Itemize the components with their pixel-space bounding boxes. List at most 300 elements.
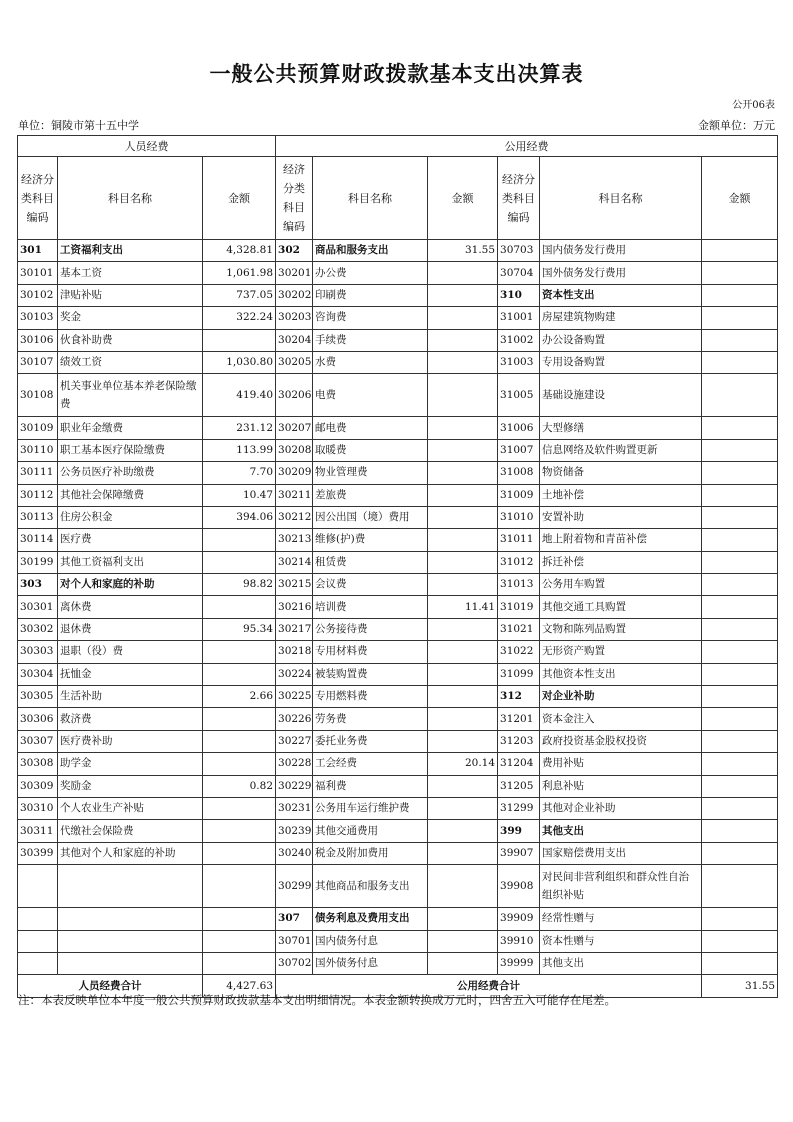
item-amount xyxy=(702,596,778,618)
item-amount xyxy=(702,307,778,329)
item-code: 39908 xyxy=(498,865,540,908)
item-amount xyxy=(428,618,498,640)
item-name: 印刷费 xyxy=(313,284,428,306)
reporting-unit: 单位：铜陵市第十五中学 xyxy=(18,119,139,132)
name-header: 科目名称 xyxy=(540,157,702,240)
footnote: 注：本表反映单位本年度一般公共预算财政拨款基本支出明细情况。本表金额转换成万元时，四舍五入可能存在尾差。 xyxy=(18,993,616,1007)
item-amount xyxy=(702,506,778,528)
item-code: 303 xyxy=(18,574,58,596)
item-amount xyxy=(702,753,778,775)
item-name: 地上附着物和青苗补偿 xyxy=(540,529,702,551)
amount-header: 金额 xyxy=(702,157,778,240)
item-name: 退休费 xyxy=(58,618,203,640)
item-code: 31001 xyxy=(498,307,540,329)
item-amount xyxy=(428,506,498,528)
item-name: 国外债务付息 xyxy=(313,952,428,974)
column-header-row xyxy=(18,157,778,240)
item-amount: 2.66 xyxy=(203,686,276,708)
item-name: 福利费 xyxy=(313,775,428,797)
item-name: 其他工资福利支出 xyxy=(58,551,203,573)
item-code: 30204 xyxy=(276,329,313,351)
item-code: 30399 xyxy=(18,842,58,864)
item-name: 医疗费补助 xyxy=(58,730,203,752)
item-code: 30239 xyxy=(276,820,313,842)
item-code: 39999 xyxy=(498,952,540,974)
item-name: 公务用车运行维护费 xyxy=(313,797,428,819)
item-name: 资本金注入 xyxy=(540,708,702,730)
item-name: 工会经费 xyxy=(313,753,428,775)
item-name: 办公设备购置 xyxy=(540,329,702,351)
expenditure-table xyxy=(17,135,778,998)
item-amount xyxy=(428,908,498,930)
item-code: 30109 xyxy=(18,417,58,439)
item-amount xyxy=(702,641,778,663)
item-name: 会议费 xyxy=(313,574,428,596)
item-code: 31002 xyxy=(498,329,540,351)
item-amount xyxy=(702,262,778,284)
item-code: 30227 xyxy=(276,730,313,752)
item-amount xyxy=(203,708,276,730)
item-amount: 394.06 xyxy=(203,506,276,528)
item-code: 30203 xyxy=(276,307,313,329)
item-amount xyxy=(428,641,498,663)
item-amount xyxy=(428,708,498,730)
item-code: 30216 xyxy=(276,596,313,618)
item-amount xyxy=(702,484,778,506)
item-code: 30101 xyxy=(18,262,58,284)
table-row xyxy=(18,417,778,439)
item-name: 文物和陈列品购置 xyxy=(540,618,702,640)
table-row xyxy=(18,908,778,930)
item-code: 30208 xyxy=(276,439,313,461)
item-name: 其他交通费用 xyxy=(313,820,428,842)
item-code: 30103 xyxy=(18,307,58,329)
item-name: 公务用车购置 xyxy=(540,574,702,596)
item-name: 离休费 xyxy=(58,596,203,618)
item-amount xyxy=(702,775,778,797)
item-code xyxy=(18,908,58,930)
item-name: 其他资本性支出 xyxy=(540,663,702,685)
item-amount xyxy=(203,596,276,618)
item-amount xyxy=(702,417,778,439)
item-name: 政府投资基金股权投资 xyxy=(540,730,702,752)
item-name: 职工基本医疗保险缴费 xyxy=(58,439,203,461)
item-name xyxy=(58,952,203,974)
table-row xyxy=(18,484,778,506)
item-code: 31019 xyxy=(498,596,540,618)
item-name: 个人农业生产补贴 xyxy=(58,797,203,819)
item-name xyxy=(58,865,203,908)
item-code: 30309 xyxy=(18,775,58,797)
item-name: 伙食补助费 xyxy=(58,329,203,351)
item-name: 助学金 xyxy=(58,753,203,775)
item-amount xyxy=(203,842,276,864)
personnel-total-value: 4,427.63 xyxy=(203,975,276,997)
form-number: 公开06表 xyxy=(732,100,775,111)
item-code: 30111 xyxy=(18,462,58,484)
item-amount xyxy=(702,462,778,484)
item-code: 30701 xyxy=(276,930,313,952)
item-name: 公务接待费 xyxy=(313,618,428,640)
table-row xyxy=(18,574,778,596)
item-name: 代缴社会保险费 xyxy=(58,820,203,842)
item-name: 对民间非营利组织和群众性自治组织补贴 xyxy=(540,865,702,908)
personnel-header: 人员经费 xyxy=(18,136,276,157)
item-name: 物资储备 xyxy=(540,462,702,484)
item-code: 39909 xyxy=(498,908,540,930)
table-row xyxy=(18,797,778,819)
item-code: 30225 xyxy=(276,686,313,708)
item-code: 30305 xyxy=(18,686,58,708)
item-code: 302 xyxy=(276,240,313,262)
table-row xyxy=(18,284,778,306)
item-name: 国内债务付息 xyxy=(313,930,428,952)
code-header: 经济分类科目编码 xyxy=(276,157,313,240)
item-name: 办公费 xyxy=(313,262,428,284)
item-amount xyxy=(428,439,498,461)
item-name: 国内债务发行费用 xyxy=(540,240,702,262)
item-code: 30217 xyxy=(276,618,313,640)
item-code: 31203 xyxy=(498,730,540,752)
item-name: 差旅费 xyxy=(313,484,428,506)
item-name: 工资福利支出 xyxy=(58,240,203,262)
item-code: 30108 xyxy=(18,374,58,417)
item-amount xyxy=(702,374,778,417)
item-code: 30228 xyxy=(276,753,313,775)
item-amount: 10.47 xyxy=(203,484,276,506)
item-code: 31009 xyxy=(498,484,540,506)
item-amount xyxy=(702,686,778,708)
item-amount xyxy=(428,952,498,974)
item-amount xyxy=(702,952,778,974)
item-code: 30112 xyxy=(18,484,58,506)
item-code: 30215 xyxy=(276,574,313,596)
item-name: 拆迁补偿 xyxy=(540,551,702,573)
item-code: 30218 xyxy=(276,641,313,663)
item-name: 国家赔偿费用支出 xyxy=(540,842,702,864)
item-name: 税金及附加费用 xyxy=(313,842,428,864)
item-name: 商品和服务支出 xyxy=(313,240,428,262)
table-row xyxy=(18,930,778,952)
item-code: 30229 xyxy=(276,775,313,797)
item-code: 30224 xyxy=(276,663,313,685)
item-amount xyxy=(203,797,276,819)
item-amount xyxy=(428,284,498,306)
item-amount xyxy=(702,574,778,596)
table-row xyxy=(18,952,778,974)
item-code: 30310 xyxy=(18,797,58,819)
item-code: 312 xyxy=(498,686,540,708)
item-code: 30205 xyxy=(276,351,313,373)
item-amount xyxy=(428,842,498,864)
item-code: 30206 xyxy=(276,374,313,417)
item-code: 399 xyxy=(498,820,540,842)
table-row xyxy=(18,820,778,842)
item-amount xyxy=(203,329,276,351)
item-amount: 419.40 xyxy=(203,374,276,417)
item-amount: 231.12 xyxy=(203,417,276,439)
item-amount xyxy=(203,930,276,952)
item-name: 劳务费 xyxy=(313,708,428,730)
item-name: 无形资产购置 xyxy=(540,641,702,663)
item-name: 对企业补助 xyxy=(540,686,702,708)
item-name: 租赁费 xyxy=(313,551,428,573)
item-code: 31012 xyxy=(498,551,540,573)
item-amount: 7.70 xyxy=(203,462,276,484)
item-amount xyxy=(428,351,498,373)
item-amount xyxy=(203,865,276,908)
item-amount xyxy=(702,329,778,351)
item-amount xyxy=(203,641,276,663)
item-code: 30703 xyxy=(498,240,540,262)
item-amount xyxy=(428,865,498,908)
item-amount xyxy=(428,775,498,797)
item-code: 30304 xyxy=(18,663,58,685)
item-code: 39910 xyxy=(498,930,540,952)
item-code: 30299 xyxy=(276,865,313,908)
item-name: 专用材料费 xyxy=(313,641,428,663)
item-code xyxy=(18,952,58,974)
item-code: 30201 xyxy=(276,262,313,284)
item-amount xyxy=(702,865,778,908)
name-header: 科目名称 xyxy=(313,157,428,240)
item-name: 资本性支出 xyxy=(540,284,702,306)
item-code: 30199 xyxy=(18,551,58,573)
item-code: 30102 xyxy=(18,284,58,306)
table-row xyxy=(18,529,778,551)
item-amount xyxy=(428,663,498,685)
item-code: 30107 xyxy=(18,351,58,373)
item-amount xyxy=(702,284,778,306)
item-name: 资本性赠与 xyxy=(540,930,702,952)
item-name: 抚恤金 xyxy=(58,663,203,685)
item-code: 30110 xyxy=(18,439,58,461)
item-code: 30207 xyxy=(276,417,313,439)
item-name: 物业管理费 xyxy=(313,462,428,484)
item-code: 301 xyxy=(18,240,58,262)
table-row xyxy=(18,329,778,351)
item-code: 30306 xyxy=(18,708,58,730)
item-code: 30106 xyxy=(18,329,58,351)
item-name: 基础设施建设 xyxy=(540,374,702,417)
item-name: 被装购置费 xyxy=(313,663,428,685)
item-name: 机关事业单位基本养老保险缴费 xyxy=(58,374,203,417)
item-code: 30212 xyxy=(276,506,313,528)
item-code: 30114 xyxy=(18,529,58,551)
table-row xyxy=(18,596,778,618)
item-amount xyxy=(203,663,276,685)
item-amount xyxy=(702,529,778,551)
item-amount xyxy=(702,240,778,262)
item-amount xyxy=(428,484,498,506)
item-amount xyxy=(428,930,498,952)
item-code: 39907 xyxy=(498,842,540,864)
code-header: 经济分类科目编码 xyxy=(18,157,58,240)
item-amount xyxy=(428,730,498,752)
item-code: 31204 xyxy=(498,753,540,775)
personnel-total-label: 人员经费合计 xyxy=(18,975,203,997)
item-code: 30226 xyxy=(276,708,313,730)
item-code: 30301 xyxy=(18,596,58,618)
item-amount xyxy=(428,820,498,842)
item-amount xyxy=(428,686,498,708)
item-name: 住房公积金 xyxy=(58,506,203,528)
item-name: 因公出国（境）费用 xyxy=(313,506,428,528)
item-amount xyxy=(702,842,778,864)
item-amount xyxy=(702,730,778,752)
table-row xyxy=(18,262,778,284)
item-name: 维修(护)费 xyxy=(313,529,428,551)
item-code: 31299 xyxy=(498,797,540,819)
page-title: 一般公共预算财政拨款基本支出决算表 xyxy=(209,62,584,86)
item-name: 津贴补贴 xyxy=(58,284,203,306)
item-amount: 1,061.98 xyxy=(203,262,276,284)
item-code: 31013 xyxy=(498,574,540,596)
item-name: 其他支出 xyxy=(540,952,702,974)
item-name: 咨询费 xyxy=(313,307,428,329)
table-row xyxy=(18,307,778,329)
item-amount: 113.99 xyxy=(203,439,276,461)
item-name: 委托业务费 xyxy=(313,730,428,752)
item-code: 30307 xyxy=(18,730,58,752)
item-amount: 11.41 xyxy=(428,596,498,618)
item-code: 31006 xyxy=(498,417,540,439)
group-header-row xyxy=(18,136,778,157)
table-row xyxy=(18,730,778,752)
table-row xyxy=(18,842,778,864)
item-code: 30202 xyxy=(276,284,313,306)
item-code xyxy=(18,930,58,952)
item-name xyxy=(58,930,203,952)
name-header: 科目名称 xyxy=(58,157,203,240)
item-amount xyxy=(203,551,276,573)
item-amount xyxy=(203,952,276,974)
item-amount xyxy=(203,753,276,775)
code-header: 经济分类科目编码 xyxy=(498,157,540,240)
item-name: 其他交通工具购置 xyxy=(540,596,702,618)
item-name: 生活补助 xyxy=(58,686,203,708)
item-name: 取暖费 xyxy=(313,439,428,461)
item-name: 救济费 xyxy=(58,708,203,730)
item-code: 31011 xyxy=(498,529,540,551)
item-name: 奖金 xyxy=(58,307,203,329)
item-code: 31007 xyxy=(498,439,540,461)
item-amount xyxy=(702,618,778,640)
public-total-label: 公用经费合计 xyxy=(276,975,702,997)
table-row xyxy=(18,865,778,908)
item-amount: 20.14 xyxy=(428,753,498,775)
item-code: 30702 xyxy=(276,952,313,974)
item-code: 30308 xyxy=(18,753,58,775)
item-name: 其他支出 xyxy=(540,820,702,842)
item-code: 31010 xyxy=(498,506,540,528)
item-amount xyxy=(428,329,498,351)
item-amount xyxy=(702,351,778,373)
item-amount xyxy=(428,307,498,329)
item-name: 培训费 xyxy=(313,596,428,618)
item-code: 31008 xyxy=(498,462,540,484)
item-name: 退职（役）费 xyxy=(58,641,203,663)
item-code xyxy=(18,865,58,908)
item-amount xyxy=(428,551,498,573)
item-name: 手续费 xyxy=(313,329,428,351)
item-amount xyxy=(428,262,498,284)
public-header: 公用经费 xyxy=(276,136,778,157)
item-code: 30113 xyxy=(18,506,58,528)
item-code: 30303 xyxy=(18,641,58,663)
item-name: 绩效工资 xyxy=(58,351,203,373)
amount-unit: 金额单位：万元 xyxy=(698,119,775,132)
item-amount: 0.82 xyxy=(203,775,276,797)
item-name: 土地补偿 xyxy=(540,484,702,506)
item-name: 经常性赠与 xyxy=(540,908,702,930)
item-amount: 737.05 xyxy=(203,284,276,306)
table-row xyxy=(18,663,778,685)
item-name: 安置补助 xyxy=(540,506,702,528)
item-code: 307 xyxy=(276,908,313,930)
item-name: 基本工资 xyxy=(58,262,203,284)
item-name xyxy=(58,908,203,930)
item-code: 310 xyxy=(498,284,540,306)
item-code: 31201 xyxy=(498,708,540,730)
item-amount xyxy=(203,730,276,752)
item-amount xyxy=(428,374,498,417)
item-code: 30302 xyxy=(18,618,58,640)
table-row xyxy=(18,439,778,461)
item-code: 30213 xyxy=(276,529,313,551)
item-amount xyxy=(702,439,778,461)
item-name: 其他商品和服务支出 xyxy=(313,865,428,908)
item-name: 对个人和家庭的补助 xyxy=(58,574,203,596)
item-code: 30704 xyxy=(498,262,540,284)
item-code: 31099 xyxy=(498,663,540,685)
item-amount xyxy=(702,708,778,730)
item-name: 其他对个人和家庭的补助 xyxy=(58,842,203,864)
item-name: 信息网络及软件购置更新 xyxy=(540,439,702,461)
item-amount xyxy=(702,908,778,930)
item-name: 职业年金缴费 xyxy=(58,417,203,439)
public-total-value: 31.55 xyxy=(702,975,778,997)
table-row xyxy=(18,506,778,528)
item-amount xyxy=(428,797,498,819)
item-amount xyxy=(428,574,498,596)
item-amount xyxy=(428,462,498,484)
table-row xyxy=(18,686,778,708)
item-code: 30214 xyxy=(276,551,313,573)
item-amount: 95.34 xyxy=(203,618,276,640)
item-amount: 322.24 xyxy=(203,307,276,329)
item-amount xyxy=(203,908,276,930)
table-row xyxy=(18,618,778,640)
item-code: 30211 xyxy=(276,484,313,506)
item-amount xyxy=(702,820,778,842)
item-name: 其他对企业补助 xyxy=(540,797,702,819)
item-amount xyxy=(702,663,778,685)
item-amount xyxy=(702,930,778,952)
table-row xyxy=(18,753,778,775)
item-name: 费用补贴 xyxy=(540,753,702,775)
item-amount xyxy=(203,529,276,551)
amount-header: 金额 xyxy=(203,157,276,240)
item-name: 大型修缮 xyxy=(540,417,702,439)
item-amount xyxy=(702,797,778,819)
item-name: 利息补贴 xyxy=(540,775,702,797)
item-name: 邮电费 xyxy=(313,417,428,439)
item-amount xyxy=(428,417,498,439)
table-row xyxy=(18,708,778,730)
table-row xyxy=(18,351,778,373)
item-code: 30231 xyxy=(276,797,313,819)
